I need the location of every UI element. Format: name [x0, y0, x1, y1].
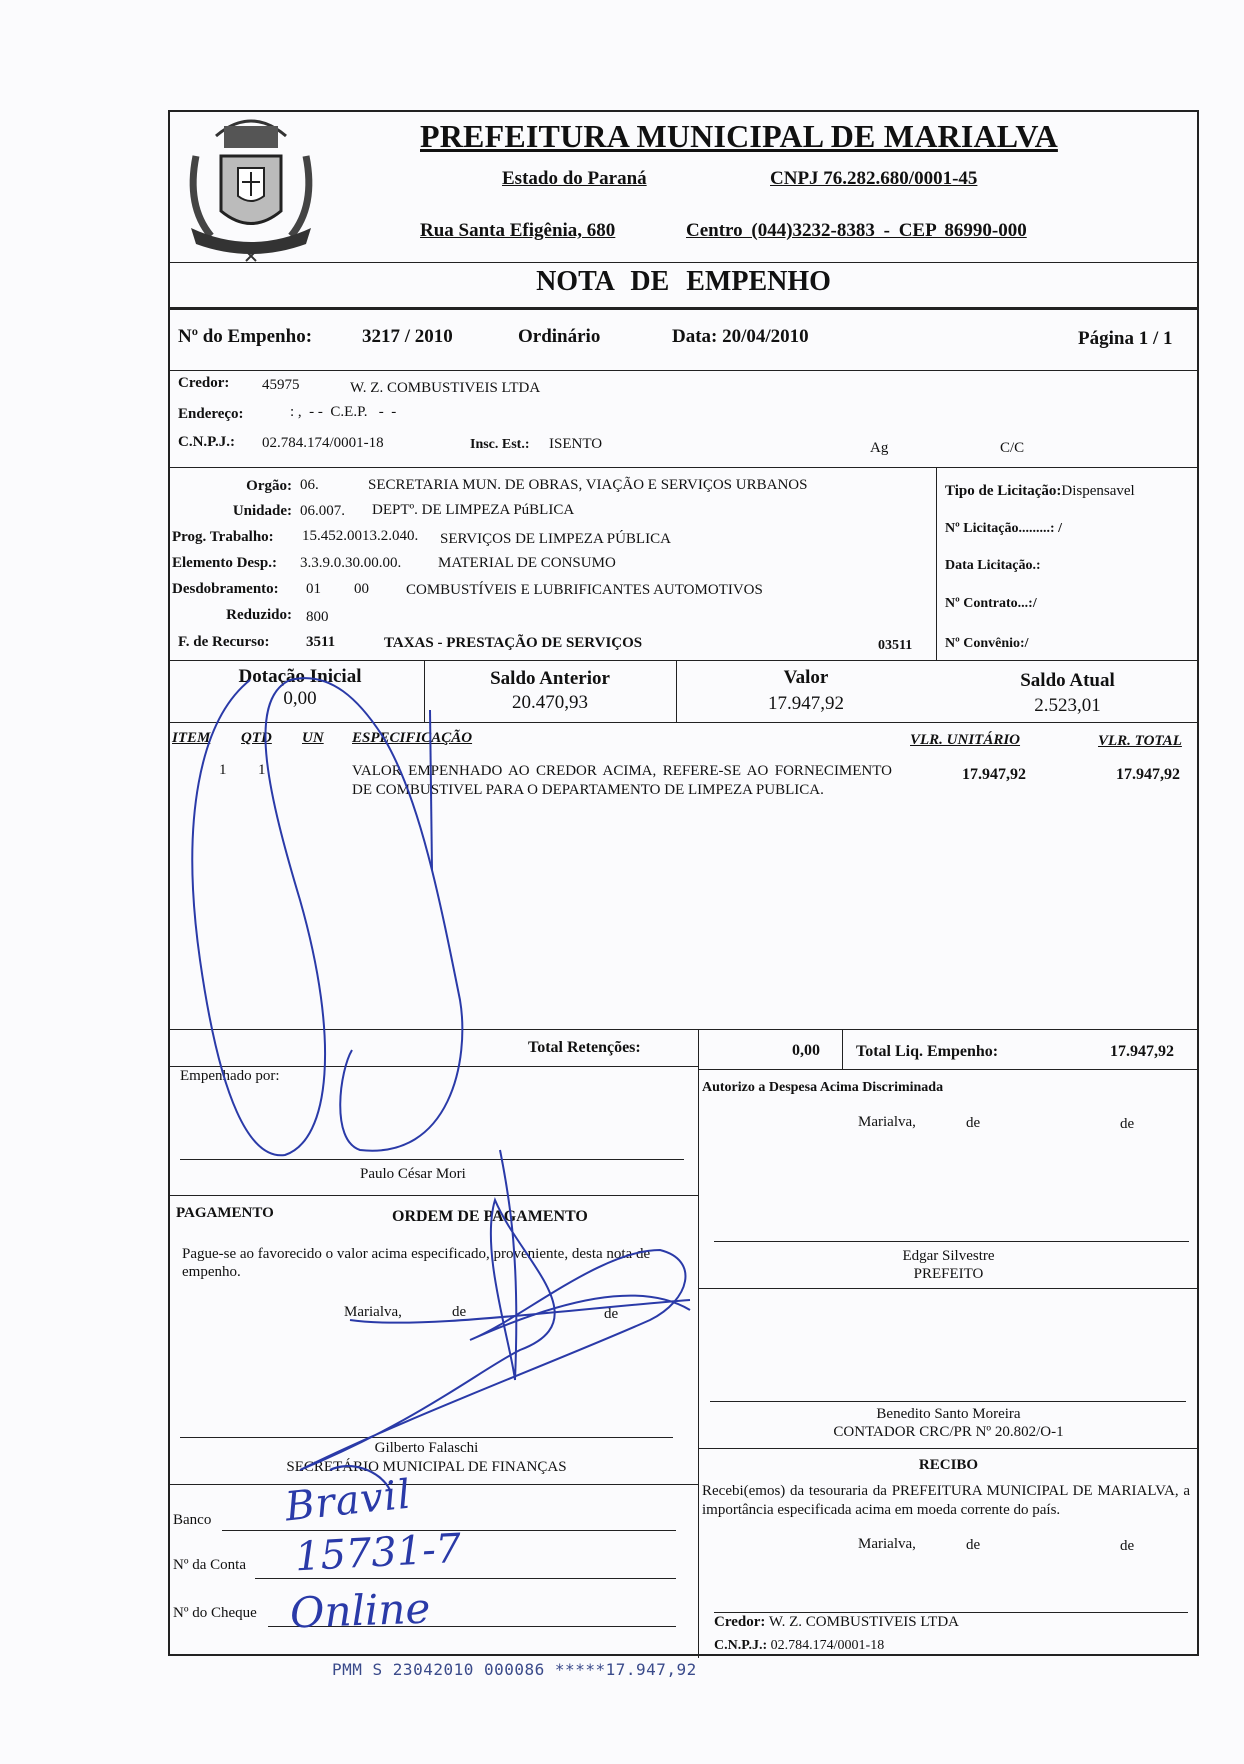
pagamento-place: Marialva,: [344, 1304, 402, 1320]
recibo-title: RECIBO: [918, 1457, 979, 1473]
org-title: PREFEITURA MUNICIPAL DE MARIALVA: [420, 118, 1058, 154]
num-licitacao: Nº Licitação.........: /: [945, 521, 1062, 536]
prefeito-role: PREFEITO: [913, 1266, 984, 1282]
cnpj-credor-label: C.N.P.J.:: [178, 434, 235, 450]
handwritten-conta: 15731-7: [293, 1525, 463, 1581]
unidade-desc: DEPTº. DE LIMPEZA PúBLICA: [372, 502, 575, 518]
item-vlr-total: 17.947,92: [1116, 766, 1180, 783]
ordem-pagamento-label: ORDEM DE PAGAMENTO: [392, 1208, 588, 1225]
total-retencoes-label: Total Retenções:: [528, 1039, 641, 1056]
empenho-date: Data: 20/04/2010: [672, 326, 809, 347]
handwritten-banco: Bravil: [282, 1471, 414, 1531]
valor-label: Valor: [783, 667, 829, 688]
doc-title: NOTA DE EMPENHO: [536, 266, 831, 297]
credor-code: 45975: [262, 377, 300, 393]
secretario-role: SECRETÁRIO MUNICIPAL DE FINANÇAS: [286, 1459, 567, 1475]
address-value: : , - - C.E.P. - -: [290, 404, 397, 420]
unidade-code: 06.007.: [300, 503, 345, 519]
handwritten-cheque: Online: [289, 1583, 432, 1638]
empenhado-label: Empenhado por:: [180, 1068, 280, 1084]
recurso-label: F. de Recurso:: [178, 634, 270, 650]
recibo-text: Recebi(emos) da tesouraria da PREFEITURA MUNICIPAL DE MARIALVA, a importância especificada acima em moeda corrente do país.: [702, 1483, 1190, 1518]
insc-label: Insc. Est.:: [470, 437, 530, 452]
recurso-code: 3511: [306, 634, 336, 650]
reduzido-label: Reduzido:: [226, 607, 292, 623]
orgao-code: 06.: [300, 477, 319, 493]
ag-label: Ag: [870, 440, 889, 456]
valor-value: 17.947,92: [768, 693, 844, 714]
recurso-code2: 03511: [878, 638, 913, 653]
state-label: Estado do Paraná: [502, 168, 647, 189]
prog-code: 15.452.0013.2.040.: [302, 528, 419, 544]
item-spec: VALOR EMPENHADO AO CREDOR ACIMA, REFERE-SE AO FORNECIMENTO DE COMBUSTIVEL PARA O DEPARTAMENTO DE LIMPEZA PUBLICA.: [352, 763, 892, 798]
credor-name: W. Z. COMBUSTIVEIS LTDA: [350, 380, 541, 396]
conta-label: Nº da Conta: [173, 1557, 246, 1573]
col-qtd: QTD: [241, 730, 272, 746]
empenhado-name: Paulo César Mori: [360, 1166, 466, 1182]
contador-role: CONTADOR CRC/PR Nº 20.802/O-1: [833, 1424, 1064, 1440]
item-qtd: 1: [258, 762, 266, 778]
insc-value: ISENTO: [549, 436, 603, 452]
prog-label: Prog. Trabalho:: [172, 529, 274, 545]
prog-desc: SERVIÇOS DE LIMPEZA PÚBLICA: [440, 531, 671, 547]
recibo-de1: de: [966, 1537, 981, 1553]
recibo-credor: Credor: W. Z. COMBUSTIVEIS LTDA: [714, 1614, 960, 1630]
total-liq-value: 17.947,92: [1110, 1043, 1174, 1060]
contador-name: Benedito Santo Moreira: [876, 1406, 1021, 1422]
dotacao-value: 0,00: [283, 688, 317, 709]
item-number: 1: [219, 762, 227, 778]
num-convenio: Nº Convênio:/: [945, 636, 1029, 651]
desd-b: 00: [354, 581, 369, 597]
autorizo-place: Marialva,: [858, 1114, 916, 1130]
desd-a: 01: [306, 581, 321, 597]
saldo-anterior-value: 20.470,93: [512, 692, 588, 713]
recibo-cnpj: C.N.P.J.: 02.784.174/0001-18: [714, 1638, 885, 1653]
data-licitacao: Data Licitação.:: [945, 558, 1041, 573]
pagamento-label: PAGAMENTO: [176, 1205, 274, 1221]
item-vlr-unit: 17.947,92: [962, 766, 1026, 783]
unidade-label: Unidade:: [232, 503, 292, 519]
elem-desc: MATERIAL DE CONSUMO: [438, 555, 616, 571]
credor-label: Credor:: [178, 375, 230, 391]
elem-label: Elemento Desp.:: [172, 555, 277, 571]
saldo-atual-label: Saldo Atual: [1020, 670, 1115, 691]
cnpj-credor-value: 02.784.174/0001-18: [262, 435, 384, 451]
autorizo-title: Autorizo a Despesa Acima Discriminada: [702, 1080, 944, 1095]
recibo-place: Marialva,: [858, 1536, 916, 1552]
pagamento-text: Pague-se ao favorecido o valor acima especificado, proveniente, desta nota de empenho.: [182, 1246, 651, 1280]
cheque-label: Nº do Cheque: [173, 1605, 257, 1621]
desd-desc: COMBUSTÍVEIS E LUBRIFICANTES AUTOMOTIVOS: [406, 582, 763, 598]
dotacao-label: Dotação Inicial: [238, 666, 362, 687]
secretario-name: Gilberto Falaschi: [374, 1440, 479, 1456]
street-label: Rua Santa Efigênia, 680: [420, 220, 616, 241]
recurso-desc: TAXAS - PRESTAÇÃO DE SERVIÇOS: [384, 635, 643, 651]
pagamento-de2: de: [604, 1306, 619, 1322]
col-spec: ESPECIFICAÇÃO: [352, 730, 473, 746]
col-vlr-unit: VLR. UNITÁRIO: [910, 732, 1021, 748]
num-contrato: Nº Contrato...:/: [945, 596, 1037, 611]
empenho-type: Ordinário: [518, 326, 601, 347]
total-retencoes-value: 0,00: [792, 1042, 820, 1059]
banco-label: Banco: [173, 1512, 212, 1528]
saldo-anterior-label: Saldo Anterior: [490, 668, 610, 689]
address-label: Endereço:: [178, 406, 244, 422]
col-un: UN: [302, 730, 324, 746]
tipo-licitacao: Tipo de Licitação:Dispensavel: [945, 483, 1135, 499]
contact-label: Centro (044)3232-8383 - CEP 86990-000: [686, 220, 1027, 241]
col-vlr-total: VLR. TOTAL: [1098, 733, 1182, 749]
total-liq-label: Total Liq. Empenho:: [856, 1043, 999, 1060]
cnpj-label: CNPJ 76.282.680/0001-45: [770, 168, 978, 189]
payment-stamp: PMM S 23042010 000086 *****17.947,92: [332, 1660, 697, 1679]
recibo-de2: de: [1120, 1538, 1135, 1554]
coat-of-arms-icon: [176, 96, 326, 264]
empenho-num-label: Nº do Empenho:: [178, 326, 313, 347]
pagamento-de1: de: [452, 1304, 467, 1320]
col-item: ITEM: [172, 730, 211, 746]
prefeito-name: Edgar Silvestre: [902, 1248, 995, 1264]
cc-label: C/C: [1000, 440, 1025, 456]
page-number: Página 1 / 1: [1078, 328, 1173, 349]
elem-code: 3.3.9.0.30.00.00.: [300, 555, 402, 571]
desd-label: Desdobramento:: [172, 581, 279, 597]
saldo-atual-value: 2.523,01: [1034, 695, 1101, 716]
orgao-desc: SECRETARIA MUN. DE OBRAS, VIAÇÃO E SERVIÇOS URBANOS: [368, 477, 808, 493]
orgao-label: Orgão:: [246, 478, 292, 494]
reduzido-value: 800: [306, 609, 329, 625]
empenho-num: 3217 / 2010: [362, 326, 453, 347]
autorizo-de1: de: [966, 1115, 981, 1131]
autorizo-de2: de: [1120, 1116, 1135, 1132]
